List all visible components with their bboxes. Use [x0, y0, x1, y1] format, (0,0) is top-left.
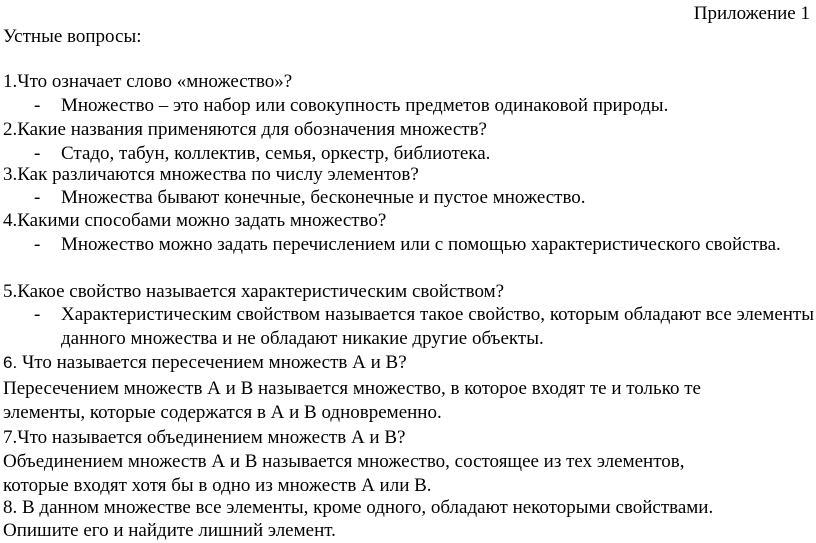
answer-7-line-1: Объединением множеств А и В называется множество, состоящее из тех элементов,	[3, 451, 685, 472]
answer-5-text: Характеристическим свойством называется такое свойство, которым обладают все элементы данного множества и не обладают никакие другие объекты.	[61, 304, 814, 349]
answer-6-line-1: Пересечением множеств А и В называется множество, в которое входят те и только те	[3, 378, 701, 399]
question-4: 4.Какими способами можно задать множество?	[3, 210, 387, 231]
heading: Устные вопросы:	[3, 26, 142, 47]
answer-3-text: Множества бывают конечные, бесконечные и пустое множество.	[61, 187, 586, 208]
answer-dash: -	[34, 234, 41, 255]
answer-4	[34, 233, 816, 257]
answer-5	[34, 303, 816, 351]
question-2: 2.Какие названия применяются для обозначения множеств?	[3, 119, 487, 140]
question-6	[3, 351, 407, 375]
question-8-line-1: 8. В данном множестве все элементы, кроме одного, обладают некоторыми свойствами.	[3, 497, 714, 518]
question-5: 5.Какое свойство называется характеристическим свойством?	[3, 281, 505, 302]
question-6-text: Что называется пересечением множеств А и В?	[17, 352, 407, 373]
question-6-number: 6.	[3, 353, 18, 372]
answer-6-line-2: элементы, которые содержатся в А и В одновременно.	[3, 402, 442, 423]
answer-dash: -	[34, 143, 41, 164]
answer-1	[34, 94, 816, 118]
answer-1-text: Множество – это набор или совокупность предметов одинаковой природы.	[61, 95, 669, 116]
answer-2-text: Стадо, табун, коллектив, семья, оркестр, библиотека.	[61, 143, 491, 164]
answer-7-line-2: которые входят хотя бы в одно из множеств А или В.	[3, 475, 432, 496]
answer-4-text: Множество можно задать перечислением или с помощью характеристического свойства.	[61, 234, 781, 255]
answer-dash: -	[34, 95, 41, 116]
question-8-line-2: Опишите его и найдите лишний элемент.	[3, 520, 336, 541]
answer-dash: -	[34, 304, 41, 325]
question-7: 7.Что называется объединением множеств А и В?	[3, 427, 406, 448]
appendix-label: Приложение 1	[693, 3, 810, 24]
answer-dash: -	[34, 187, 41, 208]
answer-3	[34, 186, 816, 210]
question-1: 1.Что означает слово «множество»?	[3, 71, 293, 92]
question-3: 3.Как различаются множества по числу элементов?	[3, 164, 419, 185]
